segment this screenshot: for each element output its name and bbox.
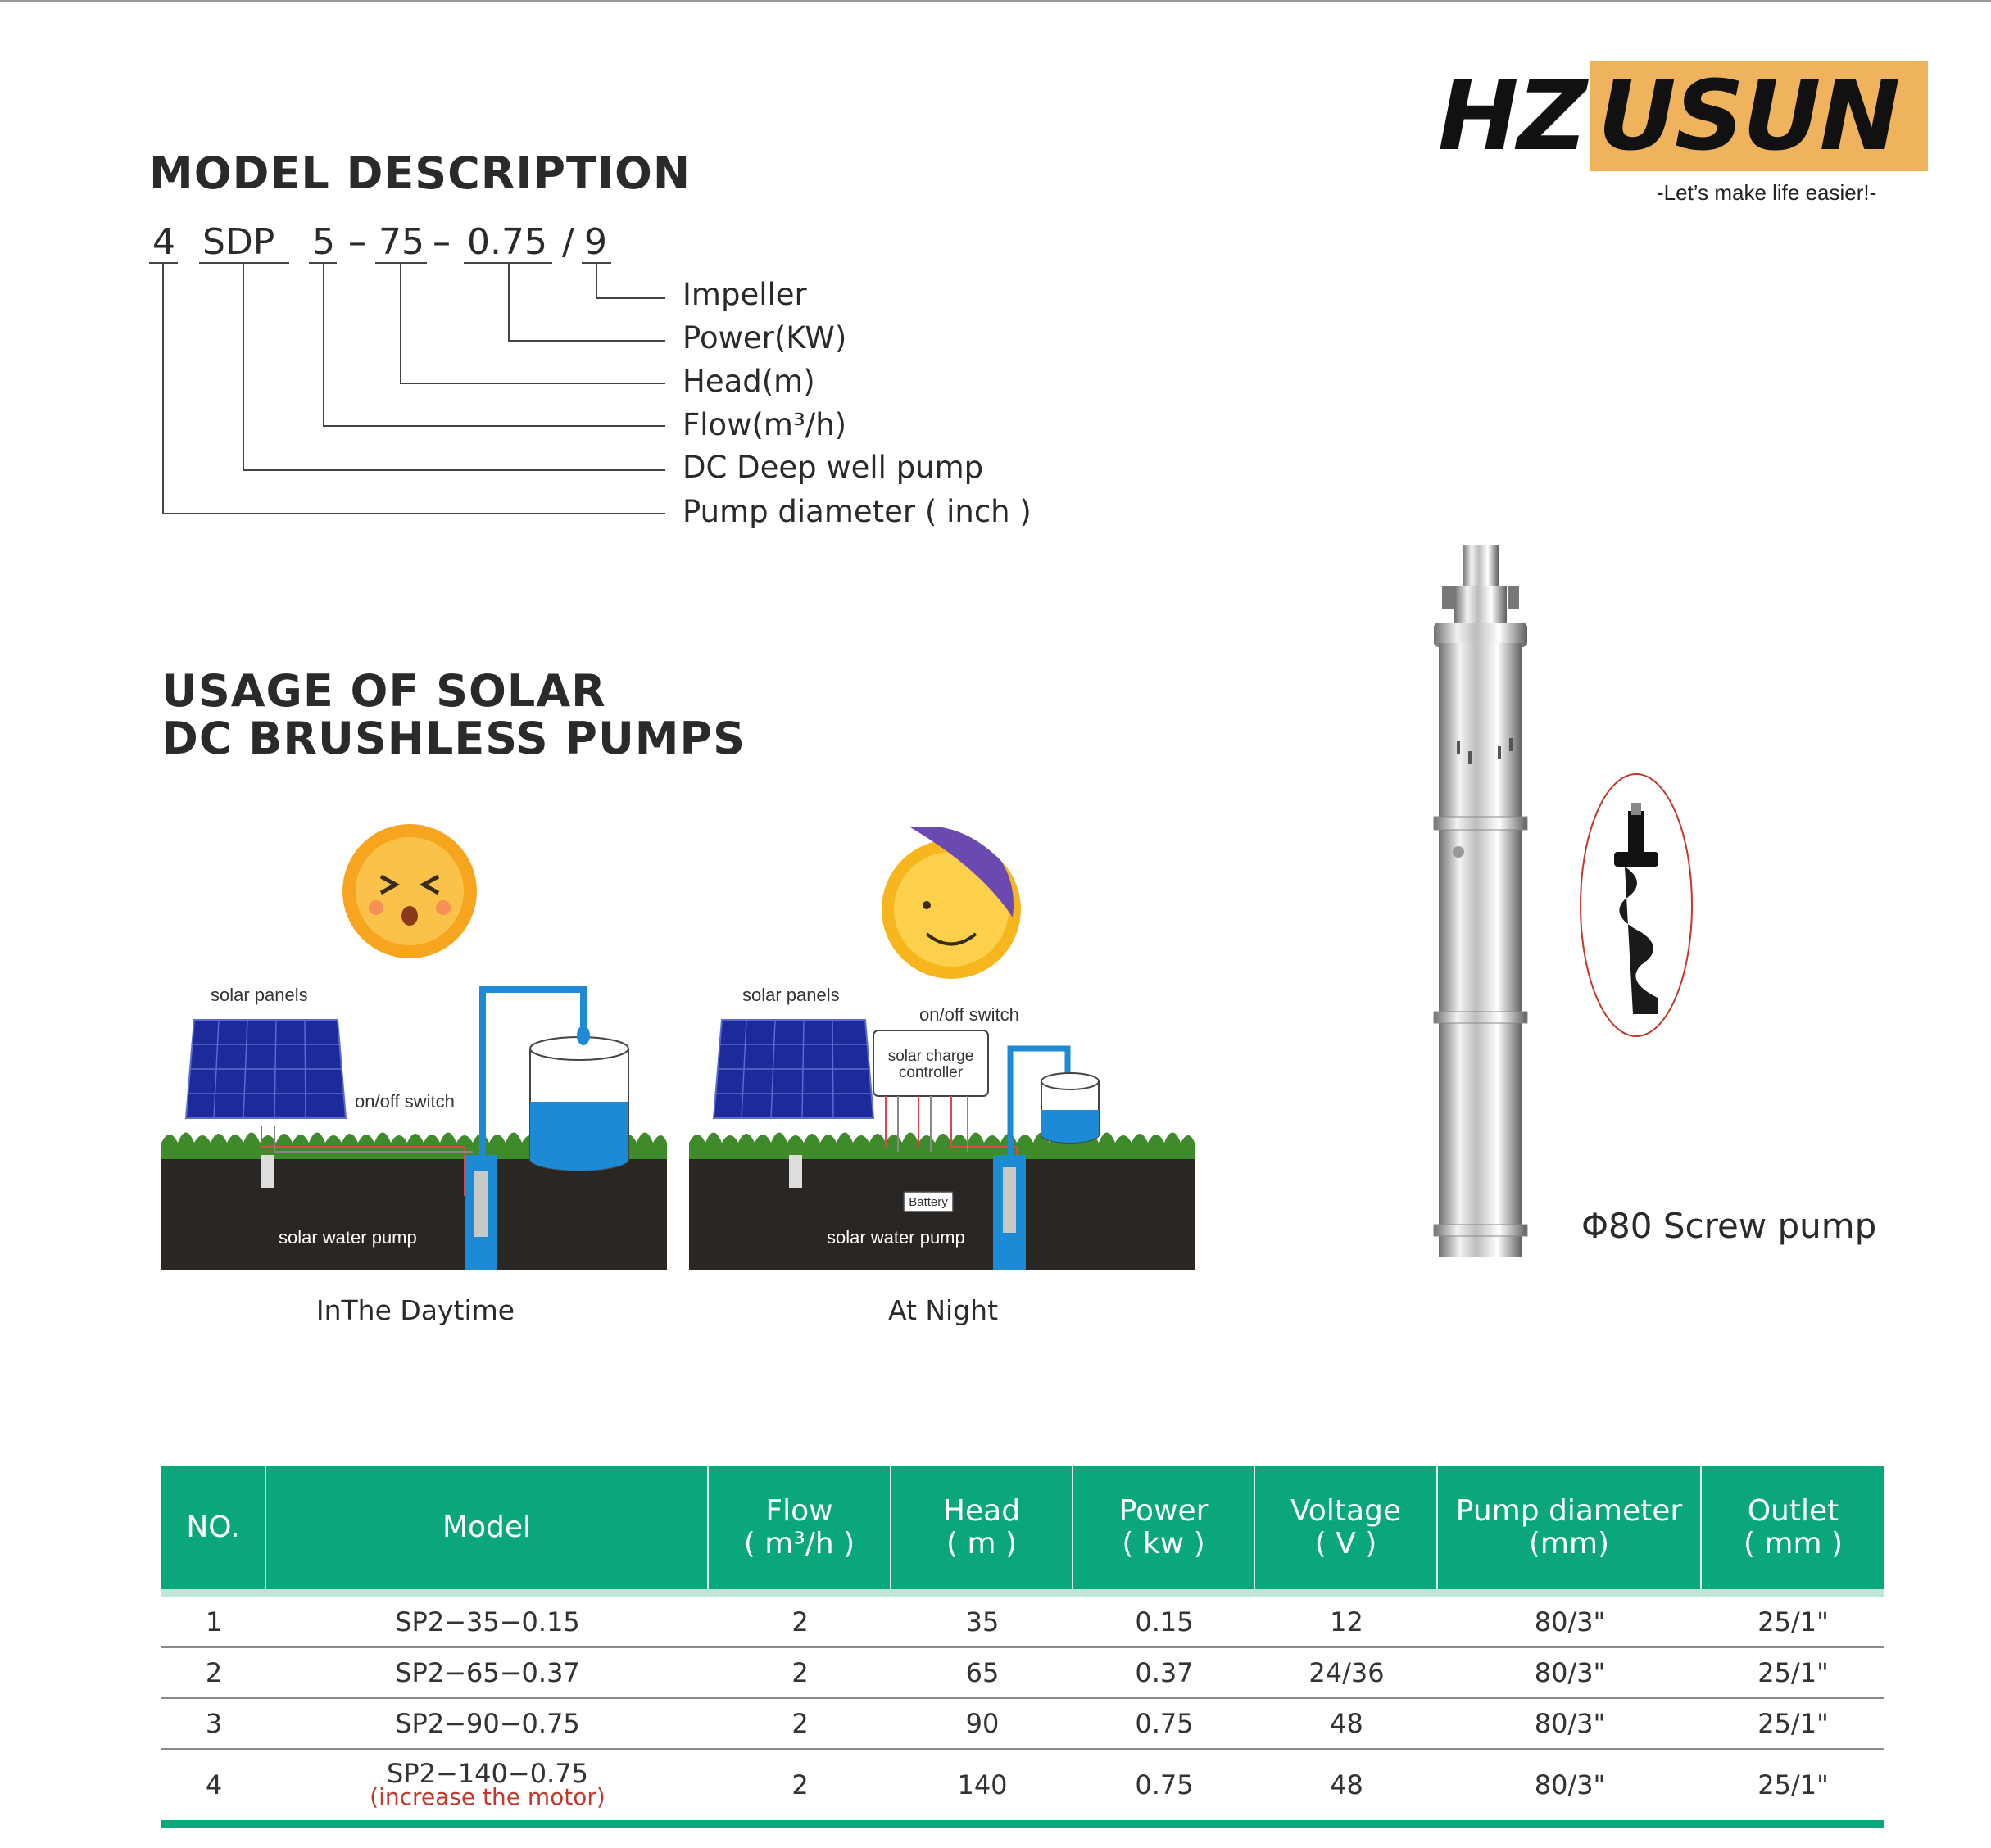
header-separator [161, 1589, 1884, 1597]
cell-model-text: SP2−140−0.75 [387, 1758, 588, 1789]
cell-model-note: (increase the motor) [370, 1783, 605, 1810]
model-description-title: MODEL DESCRIPTION [149, 147, 692, 199]
header-no: NO. [161, 1466, 266, 1589]
header-model: Model [266, 1466, 709, 1589]
logo-tagline: -Let’s make life easier!- [1657, 180, 1877, 205]
header-voltage: Voltage ( V ) [1255, 1466, 1438, 1589]
moon-icon [882, 827, 1021, 979]
code-slash: / [562, 221, 574, 263]
cell-outlet: 25/1" [1757, 1657, 1829, 1688]
code-flow: 5 [312, 221, 335, 263]
controller-label [873, 1049, 988, 1081]
logo-text-usun: USUN [1598, 59, 1899, 172]
cell-model: SP2−35−0.15 [395, 1606, 580, 1637]
code-impeller: 9 [584, 221, 607, 263]
cell-flow: 2 [791, 1708, 809, 1739]
code-diameter: 4 [152, 221, 175, 263]
code-head: 75 [379, 221, 424, 263]
cell-diameter: 80/3" [1534, 1606, 1606, 1637]
cell-flow: 2 [791, 1606, 809, 1637]
table-row [161, 1750, 1884, 1820]
cell-diameter: 80/3" [1534, 1708, 1606, 1739]
table-footer-bar [161, 1820, 1884, 1828]
code-type: SDP [202, 221, 275, 263]
cell-flow: 2 [791, 1769, 809, 1800]
daytime-caption: InThe Daytime [315, 1294, 515, 1326]
night-solar-panels-label: solar panels [742, 985, 840, 1005]
cell-head: 90 [965, 1708, 1000, 1739]
code-sep1: – [348, 221, 366, 263]
cell-no: 4 [205, 1769, 223, 1800]
night-switch-label: on/off switch [919, 1004, 1019, 1025]
header-head: Head ( m ) [891, 1466, 1073, 1589]
cell-model: SP2−65−0.37 [395, 1657, 580, 1688]
table-row [161, 1648, 1884, 1699]
cell-outlet: 25/1" [1757, 1606, 1829, 1637]
cell-outlet: 25/1" [1757, 1769, 1829, 1800]
screw-impeller-image [1577, 770, 1696, 1040]
cell-head: 35 [965, 1606, 1000, 1637]
cell-power: 0.37 [1135, 1657, 1194, 1688]
spec-table [161, 1466, 1884, 1828]
cell-head: 140 [957, 1769, 1008, 1800]
day-solar-panels-label: solar panels [211, 985, 308, 1005]
cell-diameter: 80/3" [1534, 1657, 1606, 1688]
night-caption: At Night [887, 1294, 999, 1326]
cell-voltage: 12 [1330, 1606, 1363, 1637]
night-pump-label: solar water pump [827, 1227, 965, 1248]
cell-diameter: 80/3" [1534, 1769, 1606, 1800]
logo-text-hz: HZ [1438, 59, 1586, 172]
label-dc-pump: DC Deep well pump [683, 450, 984, 485]
usage-title-line1: USAGE OF SOLAR [161, 665, 606, 717]
cell-model [266, 1758, 709, 1810]
daytime-illustration [161, 811, 669, 1278]
header-outlet: Outlet ( mm ) [1743, 1494, 1844, 1560]
cell-power: 0.15 [1135, 1606, 1194, 1637]
day-pump-label: solar water pump [279, 1227, 417, 1248]
controller-label-line1: solar charge [887, 1048, 974, 1065]
usage-title-line2: DC BRUSHLESS PUMPS [161, 713, 746, 764]
screw-pump-caption: Φ80 Screw pump [1581, 1206, 1877, 1246]
cell-voltage: 48 [1330, 1708, 1363, 1739]
day-switch-label: on/off switch [355, 1091, 455, 1112]
header-flow: Flow ( m³/h ) [709, 1466, 891, 1589]
cell-head: 65 [965, 1657, 1000, 1688]
header-pump-diameter: Pump diameter (mm) [1438, 1466, 1702, 1589]
cell-no: 2 [205, 1657, 223, 1688]
cell-voltage: 48 [1330, 1769, 1363, 1800]
header-power: Power ( kw ) [1073, 1466, 1255, 1589]
label-power: Power(KW) [683, 320, 847, 356]
cell-no: 1 [205, 1606, 223, 1637]
battery-label: Battery [909, 1195, 948, 1209]
label-pump-diameter: Pump diameter ( inch ) [683, 494, 1032, 529]
code-sep2: – [433, 221, 451, 263]
cell-no: 3 [205, 1708, 223, 1739]
usage-title [161, 665, 746, 764]
controller-label-line2: controller [898, 1064, 964, 1081]
label-flow: Flow(m³/h) [683, 407, 847, 442]
cell-outlet: 25/1" [1757, 1708, 1829, 1739]
code-power: 0.75 [467, 221, 547, 263]
table-header [161, 1466, 1884, 1589]
sun-icon [342, 824, 477, 958]
brand-logo [1438, 59, 1930, 205]
label-impeller: Impeller [683, 277, 807, 312]
cell-flow: 2 [791, 1657, 809, 1688]
cell-power: 0.75 [1135, 1708, 1194, 1739]
cell-power: 0.75 [1135, 1769, 1194, 1800]
cell-voltage: 24/36 [1308, 1657, 1385, 1688]
table-row [161, 1597, 1884, 1648]
cell-model: SP2−90−0.75 [395, 1708, 580, 1739]
table-row [161, 1699, 1884, 1750]
label-head: Head(m) [683, 364, 815, 399]
